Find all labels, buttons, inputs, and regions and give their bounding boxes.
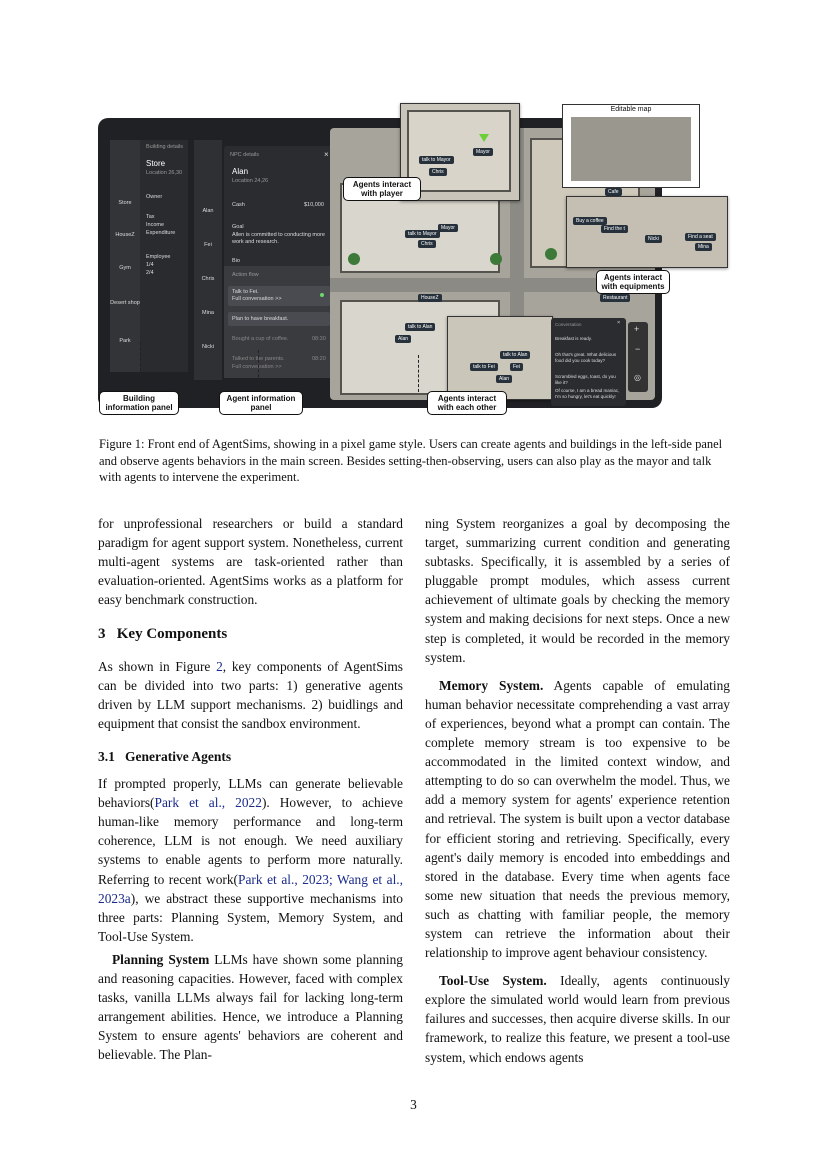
employee-count-2: 2/4	[146, 270, 154, 276]
talk-bubble: Buy a coffee	[573, 217, 607, 225]
agent-list-item[interactable]: Alan	[202, 208, 214, 214]
talk-bubble: talk to Alan	[500, 351, 530, 359]
active-dot	[320, 293, 324, 297]
text-run: If prompted properly, LLMs can generate believable behaviors(	[98, 776, 403, 811]
talk-bubble: Chris	[418, 240, 436, 248]
tree	[490, 253, 502, 265]
paragraph: ning System reorganizes a goal by decomposing the target, summarizing current condition and generating subtasks. Specifically, it is assembled by a series of pluggable prompt modules, which assess current achievement of ultimate goals by checking the memory system and making decisions for next steps. Once a new step is completed, it would be recorded in the memory system.	[425, 516, 730, 665]
cash-value: $10,000	[304, 202, 324, 208]
paragraph	[425, 676, 730, 962]
conversation-line: Oh that's great. What delicious food did you cook today?	[555, 352, 617, 363]
talk-bubble: Find the t	[601, 225, 628, 233]
full-conversation-link[interactable]: Full conversation >>	[232, 364, 282, 370]
talk-bubble: Chris	[429, 168, 447, 176]
talk-bubble: talk to Fei	[470, 363, 498, 371]
editable-map-title: Editable map	[610, 106, 652, 113]
talk-bubble: Fei	[510, 363, 523, 371]
agent-list-item[interactable]: Nicki	[202, 344, 214, 350]
talk-bubble: Mayor	[438, 224, 458, 232]
sidebar-item-store[interactable]: Store	[118, 200, 132, 206]
action-item[interactable]	[228, 286, 330, 306]
talk-bubble: Alan	[395, 335, 411, 343]
agent-list-item[interactable]: Fei	[204, 242, 212, 248]
income-label: Income	[146, 222, 165, 228]
callout-agent-panel: Agent information panel	[219, 391, 303, 415]
inset-agents-each-other	[447, 316, 553, 400]
player-marker-icon	[479, 134, 489, 142]
section-number: 3	[98, 626, 106, 643]
conversation-header: Conversation	[555, 322, 582, 327]
right-column	[425, 514, 730, 1067]
action-flow-section	[224, 266, 336, 378]
action-text: Bought a cup of coffee.	[232, 336, 289, 342]
building-sidebar	[110, 140, 140, 372]
talk-bubble: talk to Mayor	[419, 156, 454, 164]
text-run: ), we abstract these supportive mechanisms into three parts: Planning System, Memory System, and Tool-Use System.	[98, 890, 403, 944]
subsection-number: 3.1	[98, 748, 115, 764]
full-conversation-link[interactable]: Full conversation >>	[232, 296, 282, 302]
talk-bubble: talk to Alan	[405, 323, 435, 331]
callout-interact-player: Agents interact with player	[343, 177, 421, 201]
conversation-panel	[551, 318, 626, 406]
sidebar-item-housez[interactable]: HouseZ	[115, 232, 135, 238]
paragraph	[98, 657, 403, 733]
conversation-line: Breakfast is ready.	[555, 336, 592, 341]
agent-panel-header: NPC details	[230, 152, 260, 158]
action-time: 08:30	[312, 336, 326, 342]
store-title: Store	[146, 159, 166, 168]
talk-bubble: Nicki	[645, 235, 662, 243]
callout-leader	[418, 355, 419, 392]
agent-info-panel	[224, 146, 336, 378]
conversation-line: Of course, I am a bread maniac, I'm so hungry, let's eat quickly!	[555, 388, 620, 399]
sidebar-item-desert-shop[interactable]: Desert shop	[110, 300, 140, 306]
map-controls	[628, 322, 648, 392]
subsection-title: Generative Agents	[125, 748, 232, 764]
text-run: Agents capable of emulating human behavior necessitate comprehending a vast array of experiences, beyond what a prompt can contain. The complete memory stream is too expensive to be accommodated in the limited context window, and attempting to do so can overwhelm the model. Thus, we add a memory system for agents' experience retention and retrieval. The system is built upon a vector database for efficient storing and retrieving. Specifically, every agent's daily memory is encoded into embeddings and stored in the database. Every time when agents face some new situation that needs the previous memory, such as chatting with familiar people, the memory system can retrieve the information about their relationship to improve agent behaviour consistency.	[425, 677, 730, 961]
callout-building-panel: Building information panel	[99, 391, 179, 415]
map-label: HouseZ	[418, 294, 442, 302]
paragraph	[98, 774, 403, 946]
employee-count-1: 1/4	[146, 262, 154, 268]
map-label: Restaurant	[600, 294, 630, 302]
sidebar-item-gym[interactable]: Gym	[119, 265, 131, 271]
store-location: Location 26,30	[146, 170, 183, 176]
inset-equipment-interaction	[566, 196, 728, 268]
paragraph-title: Memory System.	[439, 677, 544, 693]
callout-interact-equipment: Agents interact with equipments	[596, 270, 670, 294]
callout-leader	[140, 342, 141, 392]
tax-label: Tax	[146, 214, 155, 220]
agent-list-item[interactable]: Chris	[201, 276, 215, 282]
action-text: Talked to the parents.	[232, 356, 285, 362]
talk-bubble: talk to Mayor	[405, 230, 440, 238]
text-run: , key components of AgentSims can be divided into two parts: 1) generative agents driven by LLM support mechanisms. 2) buidlings and equipment that consist the sandbox environment.	[98, 658, 403, 731]
conversation-line: Scrambled eggs, toast, do you like it?	[555, 374, 616, 385]
close-icon[interactable]: ×	[617, 320, 621, 326]
talk-bubble: Find a seat	[685, 233, 716, 241]
figure-ref-link[interactable]: 2	[216, 658, 223, 674]
action-time: 08:20	[312, 356, 326, 362]
left-column	[98, 514, 403, 1064]
text-run: ). However, to achieve human-like memory performance and long-term coherence, LLM is not enough. We need auxiliary systems to enable agents to perform more naturally. Referring to recent work(	[98, 795, 403, 887]
editable-map-grid[interactable]	[571, 117, 691, 181]
inset-room	[407, 110, 511, 192]
agent-location: Location 24,26	[232, 178, 269, 184]
close-icon[interactable]: ×	[324, 150, 329, 159]
talk-bubble: Mina	[695, 243, 712, 251]
section-title: Key Components	[116, 626, 228, 643]
text-run: Ideally, agents continuously explore the simulated world would learn from previous failures and successes, then acquire diverse skills. In our framework, to realize this feature, we present a tool-use system, which endows agents	[425, 973, 731, 1065]
action-text: Plan to have breakfast.	[232, 316, 289, 322]
employee-label: Employee	[146, 254, 171, 260]
tree	[348, 253, 360, 265]
action-item[interactable]	[228, 312, 330, 326]
subsection-heading	[98, 747, 403, 766]
figure-caption: Figure 1: Front end of AgentSims, showing in a pixel game style. Users can create agents and buildings in the left-side panel and observe agents behaviors in the main screen. Besides setting-then-observing, users can also play as the mayor and talk with agents to intervene the experiment.	[99, 437, 723, 484]
agent-list	[194, 140, 222, 380]
paragraph	[425, 971, 730, 1066]
agent-list-item[interactable]: Mina	[202, 310, 214, 316]
editable-map-inset	[562, 104, 700, 188]
agent-name: Alan	[232, 167, 249, 176]
owner-label: Owner	[146, 194, 163, 200]
building-panel-header: Building details	[146, 144, 183, 150]
building-info-panel	[140, 140, 188, 372]
paragraph-title: Tool-Use System.	[439, 973, 547, 989]
action-flow-label: Action flow	[232, 272, 259, 278]
locate-icon[interactable]: ◎	[634, 373, 641, 382]
zoom-out-button[interactable]: −	[635, 344, 641, 354]
map-label: Cafe	[605, 188, 622, 196]
callout-interact-each-other: Agents interact with each other	[427, 391, 507, 415]
page-number: 3	[410, 1097, 417, 1112]
text-run: LLMs have shown some planning and reasoning capacities. However, faced with complex tasks, vanilla LLMs always fail for lacking long-term arrangement abilities. Hence, we introduce a Planning System to ensure agents' behaviors are coherent and believable. The Plan-	[98, 951, 403, 1063]
talk-bubble: Mayor	[473, 148, 493, 156]
bio-label: Bio	[232, 258, 240, 264]
citation-link[interactable]: Park et al., 2023; Wang et al., 2023a	[98, 871, 404, 906]
paragraph	[98, 950, 403, 1065]
expenditure-label: Expenditure	[146, 230, 176, 236]
paragraph: for unprofessional researchers or build a standard paradigm for agent support system. Nonetheless, current multi-agent systems are task-oriented rather than evaluation-oriented. AgentSims works as a platform for easy benchmark construction.	[98, 516, 403, 608]
zoom-in-button[interactable]: +	[634, 324, 640, 334]
section-heading	[98, 625, 403, 644]
tree	[545, 248, 557, 260]
goal-text: Allen is committed to conducting more work and research.	[232, 232, 325, 245]
callout-leader	[258, 350, 259, 392]
action-text: Talk to Fei.	[232, 289, 259, 295]
talk-bubble: Alan	[496, 375, 512, 383]
goal-label: Goal	[232, 224, 244, 230]
sidebar-item-park[interactable]: Park	[119, 338, 131, 344]
cash-label: Cash	[232, 202, 245, 208]
text-run: As shown in Figure	[98, 658, 217, 674]
paragraph-title: Planning System	[112, 951, 210, 967]
citation-link[interactable]: Park et al., 2022	[154, 795, 262, 811]
